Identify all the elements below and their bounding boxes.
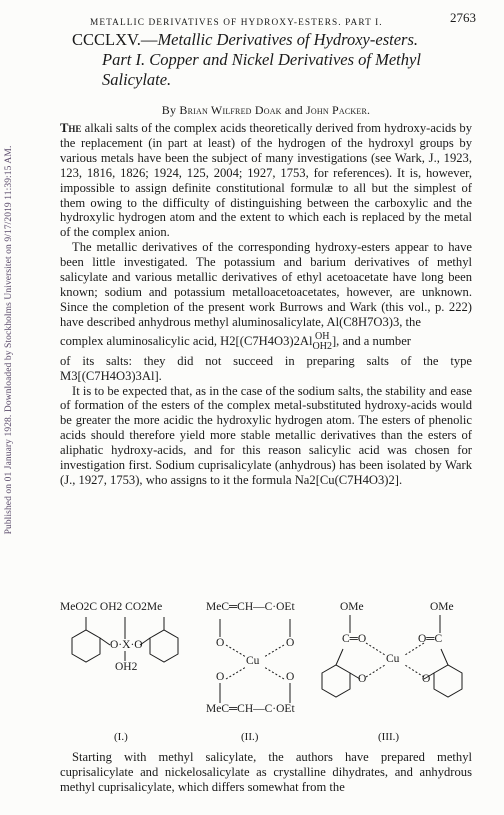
byline-and: and: [284, 103, 303, 117]
author-1: Brian Wilfred Doak: [179, 103, 282, 117]
article-body: [60, 121, 472, 488]
struct-2-o1: O: [216, 637, 225, 649]
formula-stack: [313, 332, 332, 352]
paragraph-lead: The: [60, 121, 82, 135]
paragraph-3: [60, 384, 472, 488]
paragraph-4-text: Starting with methyl salicylate, the authors have prepared methyl cuprisalicylate and nickelosalicylate as crystalline dihydrates, and anhydrous methyl cuprisalicylate, which differs somewhat from the: [60, 750, 472, 794]
running-title: METALLIC DERIVATIVES OF HYDROXY-ESTERS. PART I.: [90, 18, 383, 28]
structural-formulae: [60, 603, 472, 773]
struct-2-caption: (II.): [241, 731, 259, 743]
benzene-ring-icon: [72, 630, 100, 662]
paragraph-2-cont: [60, 354, 472, 384]
article-title: [72, 30, 464, 90]
struct-2-cu: Cu: [246, 655, 260, 667]
struct-3-ome-2: OMe: [430, 601, 454, 613]
formula-oh: OH: [315, 330, 330, 342]
struct-2-o4: O: [286, 671, 295, 683]
paragraph-4: [60, 750, 472, 795]
formula-left-text: complex aluminosalicylic acid, H2[(C7H4O3)2Al: [60, 333, 313, 348]
structures-figure: [60, 603, 472, 773]
struct-3-c1: C═O: [342, 633, 367, 645]
formula-line: [60, 332, 472, 352]
byline: [60, 103, 472, 118]
running-header: [90, 10, 476, 30]
paragraph-1: [60, 121, 472, 240]
formula-right: ], and a number: [331, 333, 411, 348]
title-line-1: [72, 30, 464, 50]
author-2: John Packer.: [306, 103, 371, 117]
formula-oh2: OH2: [312, 340, 332, 352]
article-number: CCCLXV.—: [72, 30, 158, 49]
struct-2-top: MeC═CH—C·OEt: [206, 601, 295, 613]
paragraph-2b-text: of its salts: they did not succeed in preparing salts of the type M3[(C7H4O3)3Al].: [60, 353, 472, 383]
struct-2-bottom: MeC═CH—C·OEt: [206, 703, 295, 715]
struct-1-caption: (I.): [114, 731, 128, 743]
benzene-ring-icon: [322, 665, 350, 697]
download-watermark-text: Published on 01 January 1928. Downloaded by Stockholms Universitet on 9/17/2019 11:39:15 AM.: [4, 145, 14, 535]
paragraph-1-text: alkali salts of the complex acids theoretically derived from hydroxy-acids by the replacement (in part at least) of the hydrogen of the hydroxyl groups by various metals have been the subject of many investigations (see Wark, J., 1923, 123, 1816, 1826; 1924, 125, 2004; 1927, 1753, for references). It is, however, impossible to assign definite constitutional formulæ to all but the simplest of them owing to the difficulty of distinguishing between the carboxylic and the hydroxylic hydrogen atom and the extent to which each is replaced by the metal of the complex anion.: [60, 121, 472, 240]
byline-by: By: [161, 103, 177, 117]
struct-1-top: MeO2C OH2 CO2Me: [60, 601, 163, 613]
struct-2-o2: O: [286, 637, 295, 649]
paragraph-2-text: The metallic derivatives of the corresponding hydroxy-esters appear to have been little investigated. The potassium and barium derivatives of methyl salicylate and various metallic derivatives of ethyl acetoacetate have long been known; sodium and potassium metalloacetoacetates, however, are unknown. Since the completion of the present work Burrows and Wark (this vol., p. 222) have described anhydrous methyl aluminosalicylate, Al(C8H7O3)3, the: [60, 240, 472, 329]
struct-3-caption: (III.): [378, 731, 400, 743]
struct-3-ome-1: OMe: [340, 601, 364, 613]
struct-2-o3: O: [216, 671, 225, 683]
struct-1-bottom: OH2: [115, 661, 138, 673]
benzene-ring-icon: [150, 630, 178, 662]
struct-3-c2: O═C: [418, 633, 443, 645]
formula-left: [60, 332, 411, 352]
benzene-ring-icon: [434, 665, 462, 697]
struct-3-o2: O: [422, 673, 431, 685]
title-line-2: [72, 50, 464, 70]
download-watermark: [2, 110, 16, 570]
title-text-2: Part I. Copper and Nickel Derivatives of Methyl: [102, 50, 421, 69]
title-line-3: [72, 70, 464, 90]
title-text-3: Salicylate.: [102, 70, 172, 89]
struct-3-o1: O: [358, 673, 367, 685]
struct-3-cu: Cu: [386, 653, 400, 665]
paragraph-2: [60, 240, 472, 329]
final-paragraph: [60, 750, 472, 795]
paragraph-3-text: It is to be expected that, as in the case of the sodium salts, the stability and ease of formation of the esters of the complex metal-substituted hydroxy-acids would be greater the more acidic the hydroxylic hydrogen atom. The esters of phenolic acids should therefore yield more stable metallic derivatives than the esters of aliphatic hydroxy-acids, and for this reason salicylic acid was chosen for investigation first. Sodium cuprisalicylate (anhydrous) has been isolated by Wark (J., 1927, 1753), who assigns to it the formula Na2[Cu(C7H4O3)2].: [60, 383, 472, 487]
page-number: 2763: [450, 10, 476, 25]
struct-1-mid: O·X·O: [110, 639, 143, 651]
title-text-1: Metallic Derivatives of Hydroxy-esters.: [157, 30, 418, 49]
